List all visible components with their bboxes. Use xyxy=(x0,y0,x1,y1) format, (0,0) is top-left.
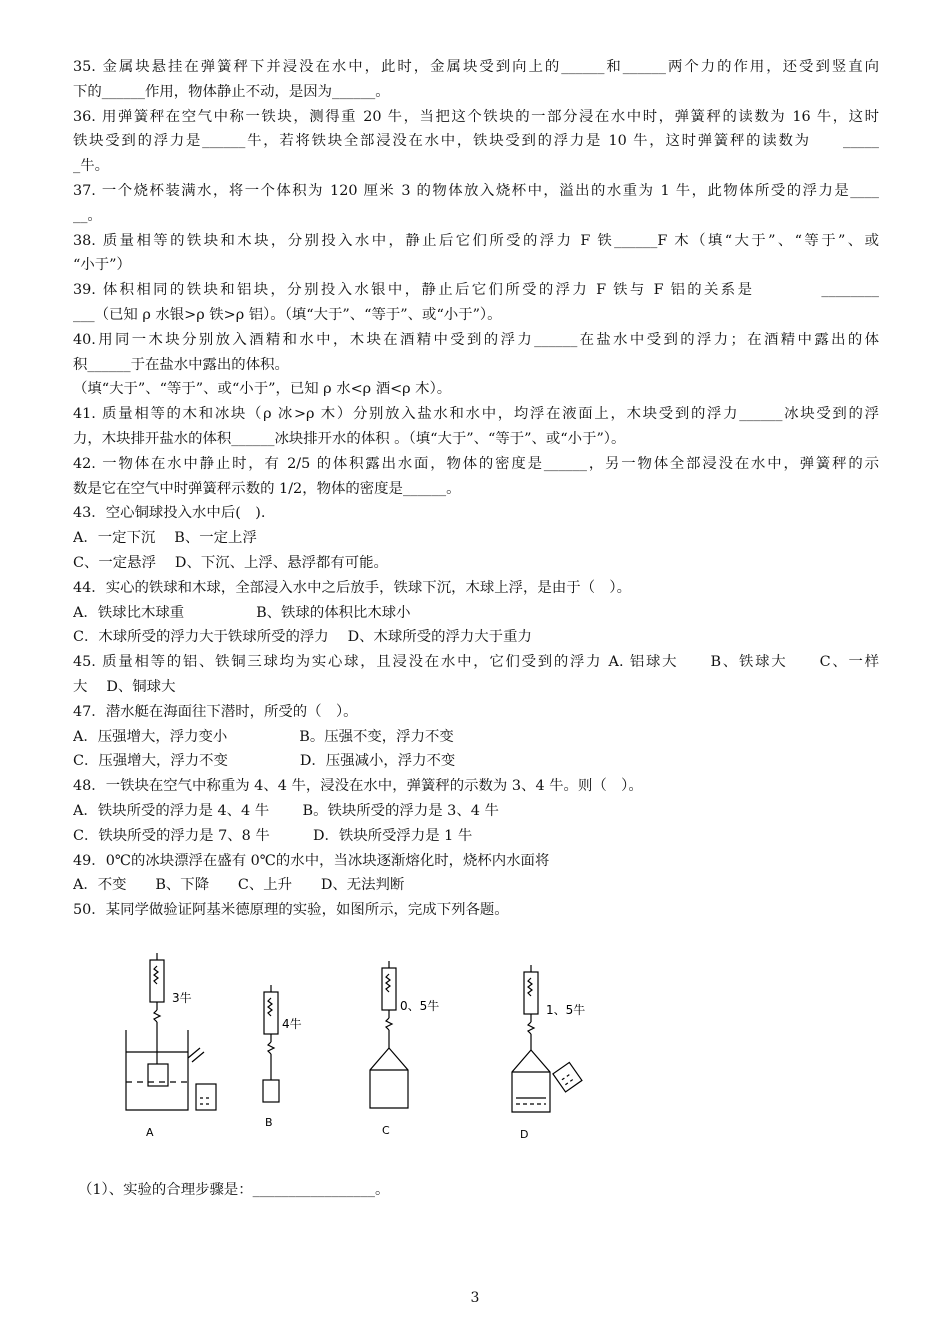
archimedes-experiment-figure xyxy=(100,950,620,1150)
text-line: 36. 用弹簧秤在空气中称一铁块，测得重 20 牛，当把这个铁块的一部分浸在水中时，弹簧秤的读数为 16 牛，这时 xyxy=(73,108,879,125)
text-line: “小于”） xyxy=(73,257,131,274)
text-line: 41. 质量相等的木和冰块（ρ 冰>ρ 木）分别放入盐水和水中，均浮在液面上，木块受到的浮力______冰块受到的浮 xyxy=(73,406,879,423)
question-50-step-1: （1）、实验的合理步骤是：_________________。 xyxy=(78,1182,390,1198)
empty-beaker-c xyxy=(370,1048,408,1108)
text-line: A．压强增大，浮力变小 B。压强不变，浮力不变 xyxy=(73,728,454,745)
text-line: C．铁块所受的浮力是 7、8 牛 D．铁块所受浮力是 1 牛 xyxy=(73,827,473,844)
text-line: ___（已知 ρ 水银>ρ 铁>ρ 铝）。（填“大于”、“等于”、或“小于”）。 xyxy=(73,306,502,323)
text-line: C．木球所受的浮力大于铁球所受的浮力 D、木球所受的浮力大于重力 xyxy=(73,629,532,646)
text-line: 50．某同学做验证阿基米德原理的实验，如图所示，完成下列各题。 xyxy=(73,902,509,919)
text-line: 39. 体积相同的铁块和铝块，分别投入水银中，静止后它们所受的浮力 F 铁与 F 铝的关系是 ________ xyxy=(73,282,879,299)
text-line: 铁块受到的浮力是______牛，若将铁块全部浸没在水中，铁块受到的浮力是 10 牛，这时弹簧秤的读数为 _____ xyxy=(73,133,879,150)
text-line: 积______于在盐水中露出的体积。 xyxy=(73,356,289,373)
setup-b xyxy=(263,985,302,1129)
label-d: D xyxy=(520,1128,529,1141)
text-line: （填“大于”、“等于”、或“小于”，已知 ρ 水<ρ 酒<ρ 木）。 xyxy=(73,381,452,398)
text-line: 38. 质量相等的铁块和木块，分别投入水中，静止后它们所受的浮力 F 铁______F 木（填“大于”、“等于”、或 xyxy=(73,232,879,249)
setup-c xyxy=(370,961,439,1137)
pouring-beaker-d xyxy=(553,1062,582,1091)
text-line: 47．潜水艇在海面往下潜时，所受的（ ）。 xyxy=(73,703,358,720)
question-text-block xyxy=(73,55,879,923)
text-line: 下的______作用，物体静止不动，是因为______。 xyxy=(73,83,390,100)
reading-d: 1、5牛 xyxy=(546,1003,586,1017)
text-line: 力，木块排开盐水的体积______冰块排开水的体积 。（填“大于”、“等于”、或“小于”）。 xyxy=(73,430,626,447)
text-line: __。 xyxy=(73,207,102,224)
text-line: A．不变 B、下降 C、上升 D、无法判断 xyxy=(73,877,405,894)
text-line: C．压强增大，浮力不变 D．压强减小，浮力不变 xyxy=(73,753,456,770)
text-line: A．铁球比木球重 B、铁球的体积比木球小 xyxy=(73,604,411,621)
setup-a xyxy=(126,953,216,1139)
text-line: 35. 金属块悬挂在弹簧秤下并浸没在水中，此时，金属块受到向上的______和______两个力的作用，还受到竖直向 xyxy=(73,59,879,75)
text-line: A．铁块所受的浮力是 4、4 牛 B。铁块所受的浮力是 3、4 牛 xyxy=(73,802,499,819)
text-line: 37. 一个烧杯装满水，将一个体积为 120 厘米 3 的物体放入烧杯中，溢出的水重为 1 牛，此物体所受的浮力是____ xyxy=(73,182,879,199)
text-line: 45. 质量相等的铝、铁铜三球均为实心球，且浸没在水中，它们受到的浮力 A. 铝球大 B、铁球大 C、一样 xyxy=(73,654,879,671)
reading-b: 4牛 xyxy=(282,1017,302,1031)
catch-beaker-a xyxy=(196,1084,216,1110)
text-line: A．一定下沉 B、一定上浮 xyxy=(73,530,257,547)
metal-block-a xyxy=(148,1064,168,1086)
setup-d xyxy=(512,965,585,1141)
reading-a: 3牛 xyxy=(172,991,192,1005)
water-beaker-d xyxy=(512,1050,550,1112)
text-line: 43．空心铜球投入水中后( ). xyxy=(73,505,266,522)
text-line: C、一定悬浮 D、下沉、上浮、悬浮都有可能。 xyxy=(73,554,388,571)
text-line: 40.用同一木块分别放入酒精和水中，木块在酒精中受到的浮力______在盐水中受到的浮力；在酒精中露出的体 xyxy=(73,331,879,348)
label-c: C xyxy=(382,1124,390,1137)
text-line: _牛。 xyxy=(73,158,109,175)
reading-c: 0、5牛 xyxy=(400,999,440,1013)
metal-block-b xyxy=(263,1080,279,1102)
label-b: B xyxy=(265,1116,273,1129)
page-number: 3 xyxy=(470,1290,480,1306)
text-line: 42. 一物体在水中静止时，有 2/5 的体积露出水面，物体的密度是______，另一物体全部浸没在水中，弹簧秤的示 xyxy=(73,455,879,472)
text-line: 49．0℃的冰块漂浮在盛有 0℃的水中，当冰块逐渐熔化时，烧杯内水面将 xyxy=(73,852,550,869)
text-line: 48．一铁块在空气中称重为 4、4 牛，浸没在水中，弹簧秤的示数为 3、4 牛。则（ ）。 xyxy=(73,778,643,795)
text-line: 44．实心的铁球和木球，全部浸入水中之后放手，铁球下沉，木球上浮，是由于（ ）。 xyxy=(73,579,631,596)
label-a: A xyxy=(146,1126,154,1139)
text-line: 大 D、铜球大 xyxy=(73,678,176,695)
text-line: 数是它在空气中时弹簧秤示数的 1/2，物体的密度是______。 xyxy=(73,480,461,497)
